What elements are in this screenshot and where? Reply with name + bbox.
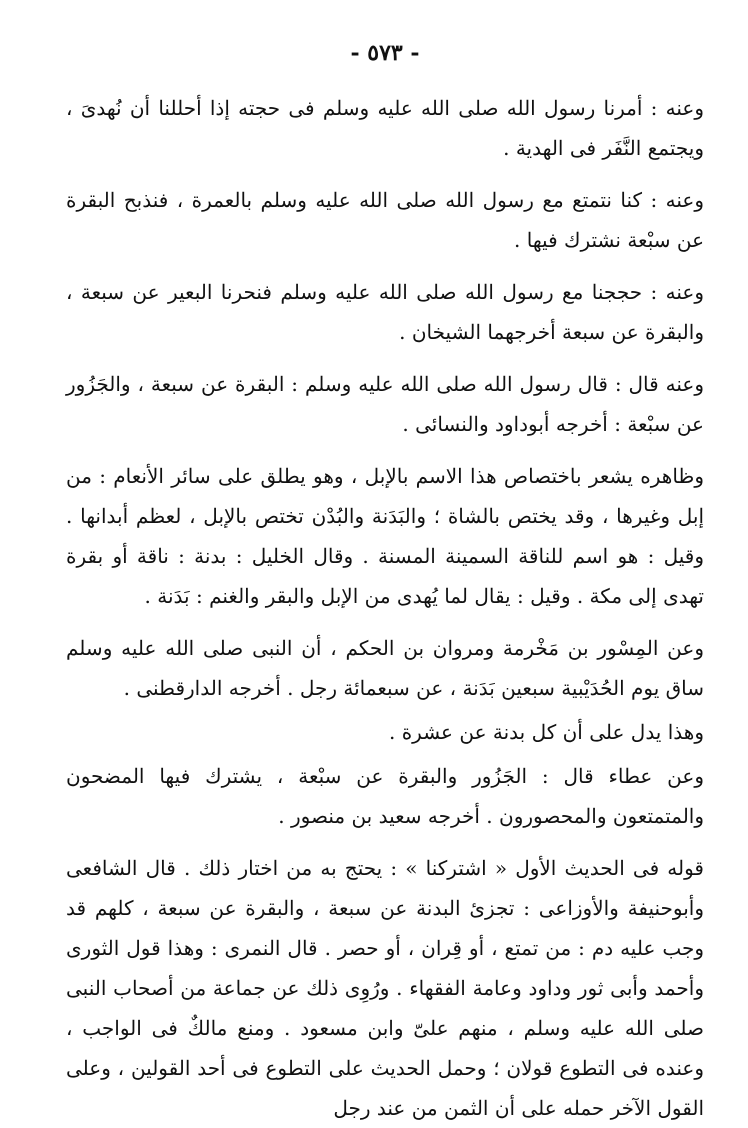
- paragraph: وعنه : كنا نتمتع مع رسول الله صلى الله عليه وسلم بالعمرة ، فنذبح البقرة عن سبْعة نشترك فيها .: [66, 188, 704, 252]
- paragraph: وعن عطاء قال : الجَزُور والبقرة عن سبْعة ، يشترك فيها المضحون والمتمتعون والمحصورون . أخرجه سعيد بن منصور .: [66, 764, 704, 828]
- paragraph: وعنه قال : قال رسول الله صلى الله عليه وسلم : البقرة عن سبعة ، والجَزُور عن سبْعة : أخرجه أبوداود والنسائى .: [66, 372, 704, 436]
- page-number: - ٥٧٣ -: [350, 40, 420, 66]
- paragraph: وظاهره يشعر باختصاص هذا الاسم بالإبل ، وهو يطلق على سائر الأنعام : من إبل وغيرها ، وقد يختص بالشاة ؛ والبَدَنة والبُدْن تختص بالإبل ، لعظم أبدانها . وقيل : هو اسم للناقة السمينة المسنة . وقال الخليل : بدنة : ناقة أو بقرة تهدى إلى مكة . وقيل : يقال لما يُهدى من الإبل والبقر والغنم : بَدَنة .: [66, 464, 705, 608]
- paragraph: قوله فى الحديث الأول « اشتركنا » : يحتج به من اختار ذلك . قال الشافعى وأبوحنيفة والأوزاعى : تجزئ البدنة عن سبعة ، والبقرة عن سبعة ، كلهم قد وجب عليه دم : من تمتع ، أو قِران ، أو حصر . قال النمرى : وهذا قول الثورى وأحمد وأبى ثور وداود وعامة الفقهاء . ورُوِى ذلك عن جماعة من أصحاب النبى صلى الله عليه وسلم ، منهم علىّ وابن مسعود . ومنع مالكٌ فى الواجب ، وعنده فى التطوع قولان ؛ وحمل الحديث على التطوع فى أحد القولين ، وعلى القول الآخر حمله على أن الثمن من عند رجل: [66, 856, 704, 1120]
- paragraph: وعنه : حججنا مع رسول الله صلى الله عليه وسلم فنحرنا البعير عن سبعة ، والبقرة عن سبعة أخرجهما الشيخان .: [66, 280, 704, 344]
- paragraph: وهذا يدل على أن كل بدنة عن عشرة .: [388, 720, 704, 744]
- paragraph: وعن المِسْور بن مَخْرمة ومروان بن الحكم ، أن النبى صلى الله عليه وسلم ساق يوم الحُدَيْبية سبعين بَدَنة ، عن سبعمائة رجل . أخرجه الدارقطنى .: [66, 636, 704, 700]
- paragraph: وعنه : أمرنا رسول الله صلى الله عليه وسلم فى حجته إذا أحللنا أن نُهدىَ ، ويجتمع النَّفَر فى الهدية .: [66, 96, 704, 160]
- page-body: [66, 88, 704, 1128]
